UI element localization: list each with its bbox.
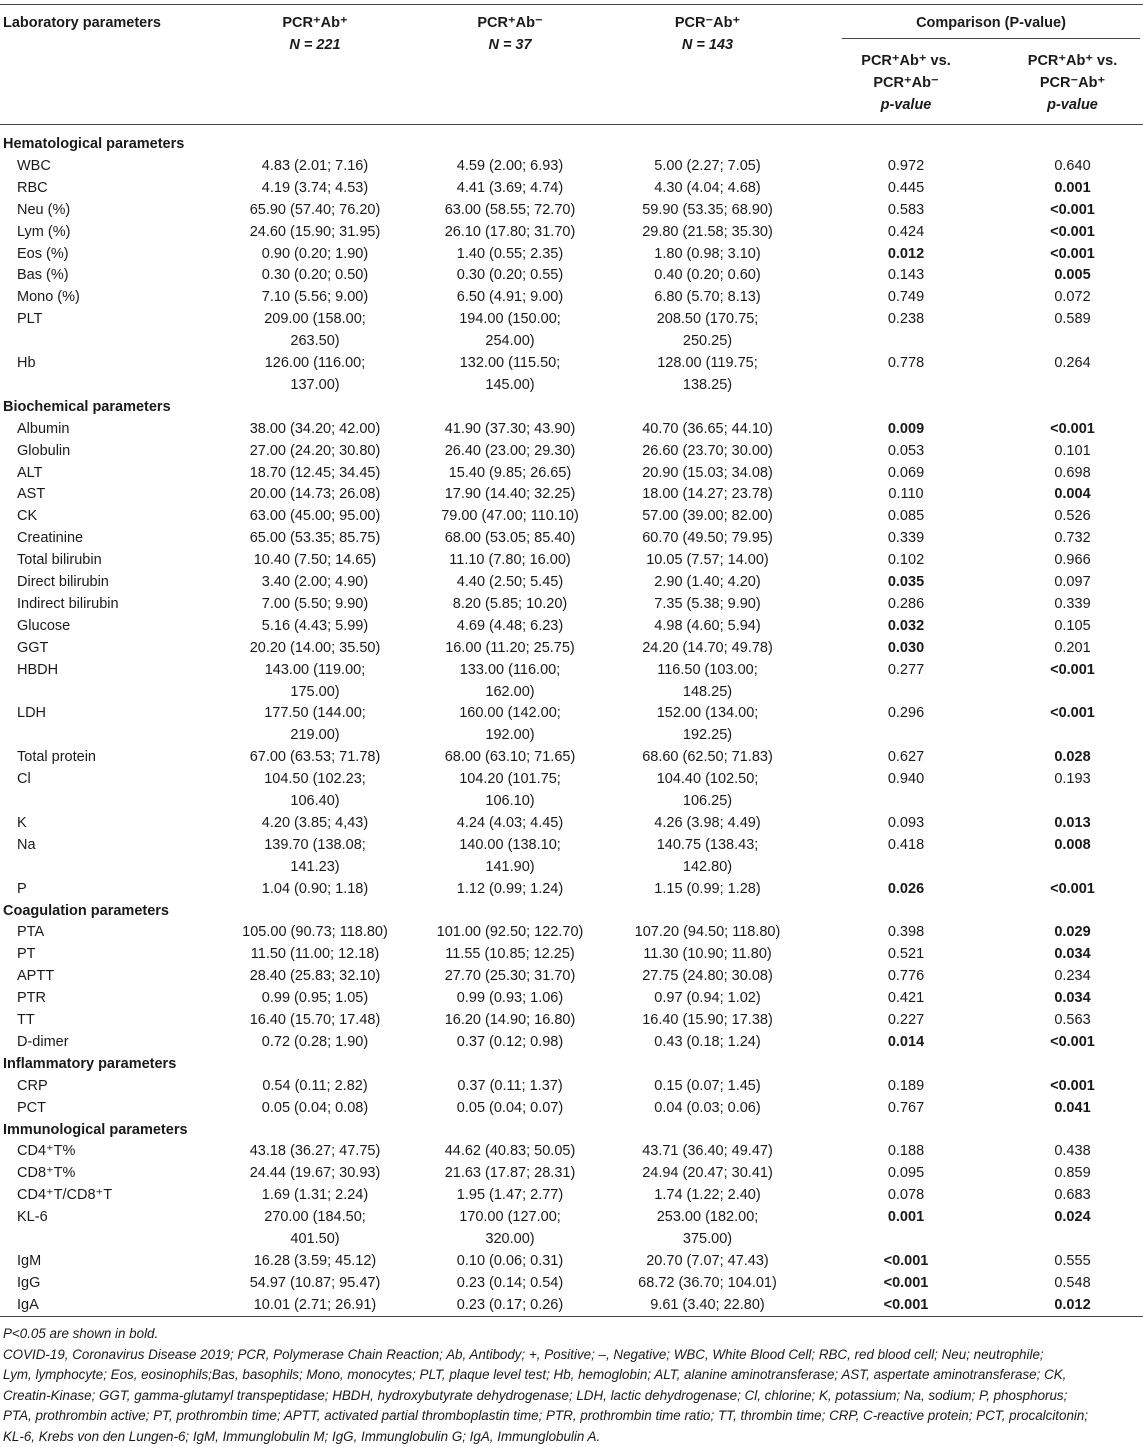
p-value-1: 0.424	[842, 222, 970, 242]
p-value-1: 0.026	[842, 879, 970, 899]
section-heading: Inflammatory parameters	[3, 1054, 176, 1074]
cell-c1: 0.72 (0.28; 1.90)	[230, 1032, 400, 1052]
cell-c3: 5.00 (2.27; 7.05)	[620, 156, 795, 176]
p-value-1: 0.776	[842, 966, 970, 986]
p-value-2: 0.555	[1005, 1251, 1140, 1271]
cell-c1: 43.18 (36.27; 47.75)	[230, 1141, 400, 1161]
row-label: IgG	[17, 1273, 40, 1293]
p-value-2: <0.001	[1005, 200, 1140, 220]
cell-c1: 106.40)	[230, 791, 400, 811]
row-label: Albumin	[17, 419, 69, 439]
cell-c2: 320.00)	[425, 1229, 595, 1249]
cell-c2: 162.00)	[425, 682, 595, 702]
cell-c1: 1.04 (0.90; 1.18)	[230, 879, 400, 899]
cell-c2: 79.00 (47.00; 110.10)	[425, 506, 595, 526]
p-value-2: <0.001	[1005, 1032, 1140, 1052]
cell-c1: 401.50)	[230, 1229, 400, 1249]
header-col-pcrpos-abpos: PCR⁺Ab⁺ N = 221	[230, 12, 400, 56]
p-value-2: 0.004	[1005, 484, 1140, 504]
cell-c3: 60.70 (49.50; 79.95)	[620, 528, 795, 548]
row-label: Cl	[17, 769, 31, 789]
row-label: Lym (%)	[17, 222, 70, 242]
p-value-2: 0.034	[1005, 944, 1140, 964]
row-label: CK	[17, 506, 37, 526]
header-p2: PCR⁺Ab⁺ vs. PCR⁻Ab⁺ p-value	[1005, 50, 1140, 116]
cell-c1: 175.00)	[230, 682, 400, 702]
cell-c2: 4.24 (4.03; 4.45)	[425, 813, 595, 833]
p-value-2: 0.101	[1005, 441, 1140, 461]
cell-c2: 0.99 (0.93; 1.06)	[425, 988, 595, 1008]
cell-c3: 106.25)	[620, 791, 795, 811]
cell-c2: 63.00 (58.55; 72.70)	[425, 200, 595, 220]
cell-c3: 20.70 (7.07; 47.43)	[620, 1251, 795, 1271]
header-rule	[0, 124, 1143, 125]
cell-c2: 0.05 (0.04; 0.07)	[425, 1098, 595, 1118]
p-value-2: 0.034	[1005, 988, 1140, 1008]
p-value-1: 0.398	[842, 922, 970, 942]
cell-c2: 4.59 (2.00; 6.93)	[425, 156, 595, 176]
cell-c1: 0.05 (0.04; 0.08)	[230, 1098, 400, 1118]
cell-c3: 253.00 (182.00;	[620, 1207, 795, 1227]
cell-c3: 10.05 (7.57; 14.00)	[620, 550, 795, 570]
cell-c1: 0.54 (0.11; 2.82)	[230, 1076, 400, 1096]
p-value-1: 0.030	[842, 638, 970, 658]
cell-c1: 263.50)	[230, 331, 400, 351]
cell-c2: 0.37 (0.12; 0.98)	[425, 1032, 595, 1052]
row-label: PTA	[17, 922, 44, 942]
cell-c2: 160.00 (142.00;	[425, 703, 595, 723]
row-label: Creatinine	[17, 528, 83, 548]
p-value-2: <0.001	[1005, 660, 1140, 680]
cell-c1: 177.50 (144.00;	[230, 703, 400, 723]
cell-c1: 20.20 (14.00; 35.50)	[230, 638, 400, 658]
p-value-1: 0.583	[842, 200, 970, 220]
cell-c3: 116.50 (103.00;	[620, 660, 795, 680]
p-value-1: 0.940	[842, 769, 970, 789]
row-label: Hb	[17, 353, 36, 373]
cell-c3: 0.97 (0.94; 1.02)	[620, 988, 795, 1008]
row-label: AST	[17, 484, 45, 504]
cell-c3: 1.15 (0.99; 1.28)	[620, 879, 795, 899]
cell-c3: 68.60 (62.50; 71.83)	[620, 747, 795, 767]
cell-c1: 0.30 (0.20; 0.50)	[230, 265, 400, 285]
cell-c2: 0.10 (0.06; 0.31)	[425, 1251, 595, 1271]
p-value-2: 0.008	[1005, 835, 1140, 855]
p-value-1: 0.972	[842, 156, 970, 176]
cell-c3: 24.20 (14.70; 49.78)	[620, 638, 795, 658]
row-label: Total bilirubin	[17, 550, 102, 570]
p-value-2: 0.029	[1005, 922, 1140, 942]
p-value-1: 0.445	[842, 178, 970, 198]
p-value-1: 0.277	[842, 660, 970, 680]
p-value-1: 0.767	[842, 1098, 970, 1118]
cell-c3: 59.90 (53.35; 68.90)	[620, 200, 795, 220]
cell-c2: 16.20 (14.90; 16.80)	[425, 1010, 595, 1030]
p-value-1: <0.001	[842, 1273, 970, 1293]
row-label: WBC	[17, 156, 51, 176]
bottom-rule	[0, 1316, 1143, 1317]
p-value-1: 0.421	[842, 988, 970, 1008]
cell-c2: 133.00 (116.00;	[425, 660, 595, 680]
p-value-1: 0.032	[842, 616, 970, 636]
p-value-2: <0.001	[1005, 222, 1140, 242]
p-value-2: 0.234	[1005, 966, 1140, 986]
cell-c2: 11.55 (10.85; 12.25)	[425, 944, 595, 964]
cell-c2: 1.40 (0.55; 2.35)	[425, 244, 595, 264]
header-col-pcrneg-abpos: PCR⁻Ab⁺ N = 143	[620, 12, 795, 56]
abbreviations-note: Lym, lymphocyte; Eos, eosinophils;Bas, basophils; Mono, monocytes; PLT, plaque level test; Hb, hemoglobin; ALT, alanine aminotransferase; AST, aspertate aminotransferase; CK,	[3, 1365, 1139, 1386]
cell-c2: 106.10)	[425, 791, 595, 811]
top-rule	[0, 4, 1143, 5]
cell-c2: 170.00 (127.00;	[425, 1207, 595, 1227]
cell-c3: 4.98 (4.60; 5.94)	[620, 616, 795, 636]
cell-c1: 105.00 (90.73; 118.80)	[230, 922, 400, 942]
cell-c1: 126.00 (116.00;	[230, 353, 400, 373]
p-value-1: 0.001	[842, 1207, 970, 1227]
cell-c1: 270.00 (184.50;	[230, 1207, 400, 1227]
p-value-2: 0.589	[1005, 309, 1140, 329]
cell-c1: 67.00 (63.53; 71.78)	[230, 747, 400, 767]
cell-c3: 375.00)	[620, 1229, 795, 1249]
row-label: CD4⁺T/CD8⁺T	[17, 1185, 112, 1205]
p-value-1: 0.339	[842, 528, 970, 548]
cell-c3: 16.40 (15.90; 17.38)	[620, 1010, 795, 1030]
p-value-2: 0.859	[1005, 1163, 1140, 1183]
cell-c1: 54.97 (10.87; 95.47)	[230, 1273, 400, 1293]
row-label: Eos (%)	[17, 244, 69, 264]
row-label: Globulin	[17, 441, 70, 461]
cell-c3: 68.72 (36.70; 104.01)	[620, 1273, 795, 1293]
cell-c3: 0.15 (0.07; 1.45)	[620, 1076, 795, 1096]
cell-c3: 11.30 (10.90; 11.80)	[620, 944, 795, 964]
p-value-1: 0.238	[842, 309, 970, 329]
bold-note: P<0.05 are shown in bold.	[3, 1324, 1139, 1345]
abbreviations-note: Creatin-Kinase; GGT, gamma-glutamyl transpeptidase; HBDH, hydroxybutyrate dehydrogenase; LDH, lactic dehydrogenase; Cl, chlorine; K, potassium; Na, sodium; P, phosphorus;	[3, 1386, 1139, 1407]
p-value-2: <0.001	[1005, 419, 1140, 439]
row-label: Total protein	[17, 747, 96, 767]
cell-c2: 68.00 (53.05; 85.40)	[425, 528, 595, 548]
p-value-1: 0.078	[842, 1185, 970, 1205]
p-value-2: 0.683	[1005, 1185, 1140, 1205]
cell-c1: 4.83 (2.01; 7.16)	[230, 156, 400, 176]
p-value-2: 0.028	[1005, 747, 1140, 767]
cell-c3: 0.40 (0.20; 0.60)	[620, 265, 795, 285]
cell-c2: 0.37 (0.11; 1.37)	[425, 1076, 595, 1096]
cell-c3: 1.74 (1.22; 2.40)	[620, 1185, 795, 1205]
p-value-1: 0.110	[842, 484, 970, 504]
section-heading: Hematological parameters	[3, 134, 184, 154]
cell-c3: 138.25)	[620, 375, 795, 395]
p-value-2: 0.041	[1005, 1098, 1140, 1118]
p-value-1: 0.418	[842, 835, 970, 855]
abbreviations-note: PTA, prothrombin active; PT, prothrombin time; APTT, activated partial thromboplastin time; PTR, prothrombin time ratio; TT, thrombin time; CRP, C-reactive protein; PCT, procalcitonin;	[3, 1406, 1139, 1427]
p-value-1: 0.749	[842, 287, 970, 307]
row-label: P	[17, 879, 27, 899]
cell-c3: 1.80 (0.98; 3.10)	[620, 244, 795, 264]
p-value-2: 0.105	[1005, 616, 1140, 636]
row-label: Indirect bilirubin	[17, 594, 119, 614]
p-value-2: 0.201	[1005, 638, 1140, 658]
p-value-2: 0.526	[1005, 506, 1140, 526]
row-label: Mono (%)	[17, 287, 80, 307]
cell-c2: 104.20 (101.75;	[425, 769, 595, 789]
cell-c3: 250.25)	[620, 331, 795, 351]
cell-c3: 24.94 (20.47; 30.41)	[620, 1163, 795, 1183]
cell-c1: 5.16 (4.43; 5.99)	[230, 616, 400, 636]
p-value-2: 0.339	[1005, 594, 1140, 614]
cell-c1: 0.90 (0.20; 1.90)	[230, 244, 400, 264]
cell-c1: 143.00 (119.00;	[230, 660, 400, 680]
cell-c1: 1.69 (1.31; 2.24)	[230, 1185, 400, 1205]
cell-c2: 6.50 (4.91; 9.00)	[425, 287, 595, 307]
cell-c1: 0.99 (0.95; 1.05)	[230, 988, 400, 1008]
cell-c1: 7.00 (5.50; 9.90)	[230, 594, 400, 614]
p-value-1: 0.296	[842, 703, 970, 723]
cell-c1: 4.19 (3.74; 4.53)	[230, 178, 400, 198]
cell-c1: 137.00)	[230, 375, 400, 395]
header-comparison: Comparison (P-value)	[842, 12, 1140, 34]
cell-c3: 20.90 (15.03; 34.08)	[620, 463, 795, 483]
cell-c1: 3.40 (2.00; 4.90)	[230, 572, 400, 592]
cell-c2: 0.23 (0.17; 0.26)	[425, 1295, 595, 1315]
cell-c1: 219.00)	[230, 725, 400, 745]
p-value-2: <0.001	[1005, 244, 1140, 264]
cell-c3: 142.80)	[620, 857, 795, 877]
p-value-1: 0.009	[842, 419, 970, 439]
cell-c3: 2.90 (1.40; 4.20)	[620, 572, 795, 592]
cell-c2: 16.00 (11.20; 25.75)	[425, 638, 595, 658]
cell-c2: 140.00 (138.10;	[425, 835, 595, 855]
cell-c2: 27.70 (25.30; 31.70)	[425, 966, 595, 986]
cell-c1: 209.00 (158.00;	[230, 309, 400, 329]
abbreviations-note: COVID-19, Coronavirus Disease 2019; PCR, Polymerase Chain Reaction; Ab, Antibody; +, Positive; –, Negative; WBC, White Blood Cell; RBC, red blood cell; Neu; neutrophile;	[3, 1345, 1139, 1366]
cell-c1: 38.00 (34.20; 42.00)	[230, 419, 400, 439]
cell-c3: 4.26 (3.98; 4.49)	[620, 813, 795, 833]
cell-c3: 29.80 (21.58; 35.30)	[620, 222, 795, 242]
cell-c2: 254.00)	[425, 331, 595, 351]
row-label: K	[17, 813, 27, 833]
cell-c3: 140.75 (138.43;	[620, 835, 795, 855]
header-parameters: Laboratory parameters	[3, 12, 161, 34]
p-value-1: <0.001	[842, 1251, 970, 1271]
cell-c2: 141.90)	[425, 857, 595, 877]
cell-c1: 141.23)	[230, 857, 400, 877]
cell-c3: 40.70 (36.65; 44.10)	[620, 419, 795, 439]
cell-c2: 68.00 (63.10; 71.65)	[425, 747, 595, 767]
row-label: TT	[17, 1010, 35, 1030]
cell-c1: 11.50 (11.00; 12.18)	[230, 944, 400, 964]
header-col-pcrpos-abneg: PCR⁺Ab⁻ N = 37	[425, 12, 595, 56]
cell-c1: 28.40 (25.83; 32.10)	[230, 966, 400, 986]
cell-c1: 63.00 (45.00; 95.00)	[230, 506, 400, 526]
p-value-2: <0.001	[1005, 879, 1140, 899]
cell-c3: 26.60 (23.70; 30.00)	[620, 441, 795, 461]
abbreviations-note: KL-6, Krebs von den Lungen-6; IgM, Immunglobulin M; IgG, Immunglobulin G; IgA, Immunglobulin A.	[3, 1427, 1139, 1447]
cell-c1: 16.40 (15.70; 17.48)	[230, 1010, 400, 1030]
cell-c3: 152.00 (134.00;	[620, 703, 795, 723]
cell-c3: 18.00 (14.27; 23.78)	[620, 484, 795, 504]
cell-c3: 148.25)	[620, 682, 795, 702]
p-value-1: 0.085	[842, 506, 970, 526]
cell-c2: 0.30 (0.20; 0.55)	[425, 265, 595, 285]
cell-c2: 0.23 (0.14; 0.54)	[425, 1273, 595, 1293]
cell-c2: 145.00)	[425, 375, 595, 395]
cell-c3: 6.80 (5.70; 8.13)	[620, 287, 795, 307]
p-value-2: <0.001	[1005, 1076, 1140, 1096]
row-label: Neu (%)	[17, 200, 70, 220]
cell-c2: 26.40 (23.00; 29.30)	[425, 441, 595, 461]
p-value-1: 0.093	[842, 813, 970, 833]
p-value-1: 0.521	[842, 944, 970, 964]
p-value-2: 0.732	[1005, 528, 1140, 548]
cell-c2: 132.00 (115.50;	[425, 353, 595, 373]
cell-c3: 57.00 (39.00; 82.00)	[620, 506, 795, 526]
p-value-2: 0.012	[1005, 1295, 1140, 1315]
row-label: RBC	[17, 178, 48, 198]
p-value-1: <0.001	[842, 1295, 970, 1315]
cell-c1: 10.01 (2.71; 26.91)	[230, 1295, 400, 1315]
p-value-1: 0.227	[842, 1010, 970, 1030]
cell-c2: 4.41 (3.69; 4.74)	[425, 178, 595, 198]
cell-c2: 192.00)	[425, 725, 595, 745]
p-value-2: 0.548	[1005, 1273, 1140, 1293]
row-label: CD8⁺T%	[17, 1163, 75, 1183]
cell-c2: 26.10 (17.80; 31.70)	[425, 222, 595, 242]
cell-c1: 27.00 (24.20; 30.80)	[230, 441, 400, 461]
row-label: CD4⁺T%	[17, 1141, 75, 1161]
cell-c3: 104.40 (102.50;	[620, 769, 795, 789]
comparison-rule	[842, 38, 1140, 39]
p-value-2: 0.563	[1005, 1010, 1140, 1030]
cell-c2: 21.63 (17.87; 28.31)	[425, 1163, 595, 1183]
cell-c2: 44.62 (40.83; 50.05)	[425, 1141, 595, 1161]
p-value-2: 0.193	[1005, 769, 1140, 789]
cell-c2: 15.40 (9.85; 26.65)	[425, 463, 595, 483]
cell-c1: 139.70 (138.08;	[230, 835, 400, 855]
cell-c3: 208.50 (170.75;	[620, 309, 795, 329]
cell-c1: 10.40 (7.50; 14.65)	[230, 550, 400, 570]
p-value-2: 0.001	[1005, 178, 1140, 198]
section-heading: Coagulation parameters	[3, 901, 169, 921]
p-value-2: 0.005	[1005, 265, 1140, 285]
cell-c2: 4.40 (2.50; 5.45)	[425, 572, 595, 592]
p-value-1: 0.189	[842, 1076, 970, 1096]
p-value-1: 0.069	[842, 463, 970, 483]
row-label: PT	[17, 944, 36, 964]
row-label: PTR	[17, 988, 46, 1008]
row-label: KL-6	[17, 1207, 48, 1227]
p-value-2: 0.264	[1005, 353, 1140, 373]
p-value-2: 0.024	[1005, 1207, 1140, 1227]
p-value-1: 0.035	[842, 572, 970, 592]
p-value-2: 0.966	[1005, 550, 1140, 570]
cell-c1: 16.28 (3.59; 45.12)	[230, 1251, 400, 1271]
row-label: Direct bilirubin	[17, 572, 109, 592]
row-label: IgM	[17, 1251, 41, 1271]
cell-c2: 17.90 (14.40; 32.25)	[425, 484, 595, 504]
section-heading: Biochemical parameters	[3, 397, 171, 417]
header-p1: PCR⁺Ab⁺ vs. PCR⁺Ab⁻ p-value	[842, 50, 970, 116]
row-label: APTT	[17, 966, 54, 986]
row-label: HBDH	[17, 660, 58, 680]
cell-c1: 7.10 (5.56; 9.00)	[230, 287, 400, 307]
p-value-1: 0.627	[842, 747, 970, 767]
cell-c3: 0.43 (0.18; 1.24)	[620, 1032, 795, 1052]
cell-c1: 65.00 (53.35; 85.75)	[230, 528, 400, 548]
cell-c2: 41.90 (37.30; 43.90)	[425, 419, 595, 439]
cell-c3: 7.35 (5.38; 9.90)	[620, 594, 795, 614]
cell-c1: 24.60 (15.90; 31.95)	[230, 222, 400, 242]
row-label: PLT	[17, 309, 43, 329]
cell-c3: 9.61 (3.40; 22.80)	[620, 1295, 795, 1315]
cell-c1: 4.20 (3.85; 4,43)	[230, 813, 400, 833]
row-label: D-dimer	[17, 1032, 69, 1052]
p-value-1: 0.188	[842, 1141, 970, 1161]
cell-c2: 8.20 (5.85; 10.20)	[425, 594, 595, 614]
cell-c2: 101.00 (92.50; 122.70)	[425, 922, 595, 942]
cell-c3: 27.75 (24.80; 30.08)	[620, 966, 795, 986]
p-value-1: 0.102	[842, 550, 970, 570]
p-value-2: 0.013	[1005, 813, 1140, 833]
p-value-2: 0.097	[1005, 572, 1140, 592]
cell-c3: 43.71 (36.40; 49.47)	[620, 1141, 795, 1161]
p-value-2: 0.640	[1005, 156, 1140, 176]
p-value-2: 0.438	[1005, 1141, 1140, 1161]
row-label: PCT	[17, 1098, 46, 1118]
cell-c1: 20.00 (14.73; 26.08)	[230, 484, 400, 504]
p-value-1: 0.095	[842, 1163, 970, 1183]
cell-c3: 107.20 (94.50; 118.80)	[620, 922, 795, 942]
p-value-2: <0.001	[1005, 703, 1140, 723]
row-label: ALT	[17, 463, 43, 483]
cell-c3: 192.25)	[620, 725, 795, 745]
row-label: IgA	[17, 1295, 39, 1315]
p-value-2: 0.072	[1005, 287, 1140, 307]
cell-c3: 128.00 (119.75;	[620, 353, 795, 373]
row-label: GGT	[17, 638, 48, 658]
p-value-2: 0.698	[1005, 463, 1140, 483]
section-heading: Immunological parameters	[3, 1120, 188, 1140]
p-value-1: 0.778	[842, 353, 970, 373]
cell-c2: 11.10 (7.80; 16.00)	[425, 550, 595, 570]
cell-c2: 4.69 (4.48; 6.23)	[425, 616, 595, 636]
cell-c2: 194.00 (150.00;	[425, 309, 595, 329]
cell-c3: 0.04 (0.03; 0.06)	[620, 1098, 795, 1118]
cell-c1: 24.44 (19.67; 30.93)	[230, 1163, 400, 1183]
p-value-1: 0.053	[842, 441, 970, 461]
row-label: Glucose	[17, 616, 70, 636]
cell-c1: 104.50 (102.23;	[230, 769, 400, 789]
row-label: CRP	[17, 1076, 48, 1096]
p-value-1: 0.286	[842, 594, 970, 614]
cell-c1: 65.90 (57.40; 76.20)	[230, 200, 400, 220]
cell-c3: 4.30 (4.04; 4.68)	[620, 178, 795, 198]
cell-c2: 1.12 (0.99; 1.24)	[425, 879, 595, 899]
row-label: LDH	[17, 703, 46, 723]
p-value-1: 0.014	[842, 1032, 970, 1052]
row-label: Na	[17, 835, 36, 855]
p-value-1: 0.143	[842, 265, 970, 285]
cell-c2: 1.95 (1.47; 2.77)	[425, 1185, 595, 1205]
cell-c1: 18.70 (12.45; 34.45)	[230, 463, 400, 483]
row-label: Bas (%)	[17, 265, 69, 285]
p-value-1: 0.012	[842, 244, 970, 264]
